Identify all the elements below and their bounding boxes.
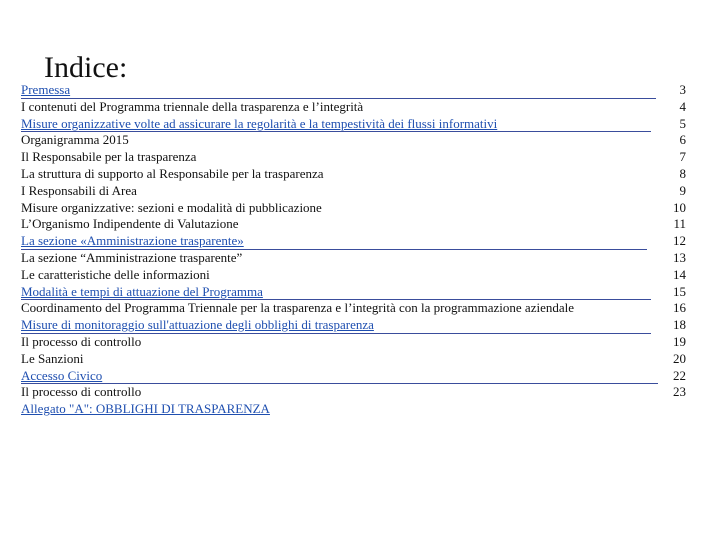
- toc-entry: Il Responsabile per la trasparenza: [21, 149, 197, 165]
- toc-page-number: 18: [673, 317, 686, 333]
- toc-entry-link[interactable]: La sezione «Amministrazione trasparente»: [21, 233, 244, 249]
- toc-page-number: 5: [679, 115, 686, 131]
- toc-page-number: 7: [679, 149, 686, 165]
- toc-page-number: 20: [673, 350, 686, 366]
- toc-row: [21, 250, 691, 267]
- toc-page-number: 8: [679, 165, 686, 181]
- toc-entry: Organigramma 2015: [21, 132, 129, 148]
- toc-entry: Le Sanzioni: [21, 350, 84, 366]
- toc-row: [21, 166, 691, 183]
- toc-entry: Il processo di controllo: [21, 384, 142, 400]
- toc-page-number: 3: [679, 82, 686, 97]
- toc-entry: Misure organizzative: sezioni e modalità di pubblicazione: [21, 199, 322, 215]
- toc-row[interactable]: [21, 317, 691, 334]
- toc-row: [21, 132, 691, 149]
- toc-page-number: 22: [673, 367, 686, 383]
- toc-entry: Coordinamento del Programma Triennale per la trasparenza e l’integrità con la programmazione aziendale: [21, 300, 575, 316]
- toc-row: [21, 351, 691, 368]
- toc-row: [21, 183, 691, 200]
- toc-entry-link[interactable]: Allegato "A": OBBLIGHI DI TRASPARENZA: [21, 401, 270, 417]
- toc-entry-link[interactable]: Accesso Civico: [21, 367, 103, 383]
- toc-page-number: 16: [673, 300, 686, 316]
- toc-page-number: 6: [679, 132, 686, 148]
- toc-entry: I contenuti del Programma triennale della trasparenza e l’integrità: [21, 98, 364, 114]
- toc-page-number: 12: [673, 233, 686, 249]
- toc-row: [21, 200, 691, 217]
- toc-page-number: 4: [679, 98, 686, 114]
- toc-entry: La sezione “Amministrazione trasparente”: [21, 249, 243, 265]
- toc-entry: L’Organismo Indipendente di Valutazione: [21, 216, 239, 232]
- toc-entry-link[interactable]: Modalità e tempi di attuazione del Programma: [21, 283, 263, 299]
- toc-page-number: 9: [679, 182, 686, 198]
- toc-page-number: 15: [673, 283, 686, 299]
- toc-row[interactable]: [21, 233, 691, 250]
- toc-title: Indice:: [44, 51, 128, 84]
- toc-entry: La struttura di supporto al Responsabile per la trasparenza: [21, 165, 324, 181]
- toc-row: [21, 267, 691, 284]
- toc-row: [21, 384, 691, 401]
- toc-row[interactable]: [21, 401, 691, 418]
- toc-row[interactable]: [21, 82, 691, 99]
- toc-page-number: 13: [673, 249, 686, 265]
- toc-entry: Il processo di controllo: [21, 333, 142, 349]
- toc-page-number: 19: [673, 333, 686, 349]
- toc-row: [21, 99, 691, 116]
- toc-page-number: 10: [673, 199, 686, 215]
- toc-entry: I Responsabili di Area: [21, 182, 137, 198]
- toc-page-number: 11: [673, 216, 686, 232]
- toc-row[interactable]: [21, 368, 691, 385]
- toc-row: [21, 216, 691, 233]
- toc-page-number: 14: [673, 266, 686, 282]
- toc-row: [21, 334, 691, 351]
- toc-entry-link[interactable]: Misure organizzative volte ad assicurare la regolarità e la tempestività dei flussi informativi: [21, 115, 498, 131]
- toc-row: [21, 300, 691, 317]
- toc-row[interactable]: [21, 116, 691, 133]
- toc-row[interactable]: [21, 284, 691, 301]
- toc-entry-link[interactable]: Misure di monitoraggio sull'attuazione degli obblighi di trasparenza: [21, 317, 374, 333]
- table-of-contents: [21, 82, 691, 418]
- toc-page-number: 23: [673, 384, 686, 400]
- toc-entry: Le caratteristiche delle informazioni: [21, 266, 210, 282]
- toc-row: [21, 149, 691, 166]
- toc-entry-link[interactable]: Premessa: [21, 82, 71, 97]
